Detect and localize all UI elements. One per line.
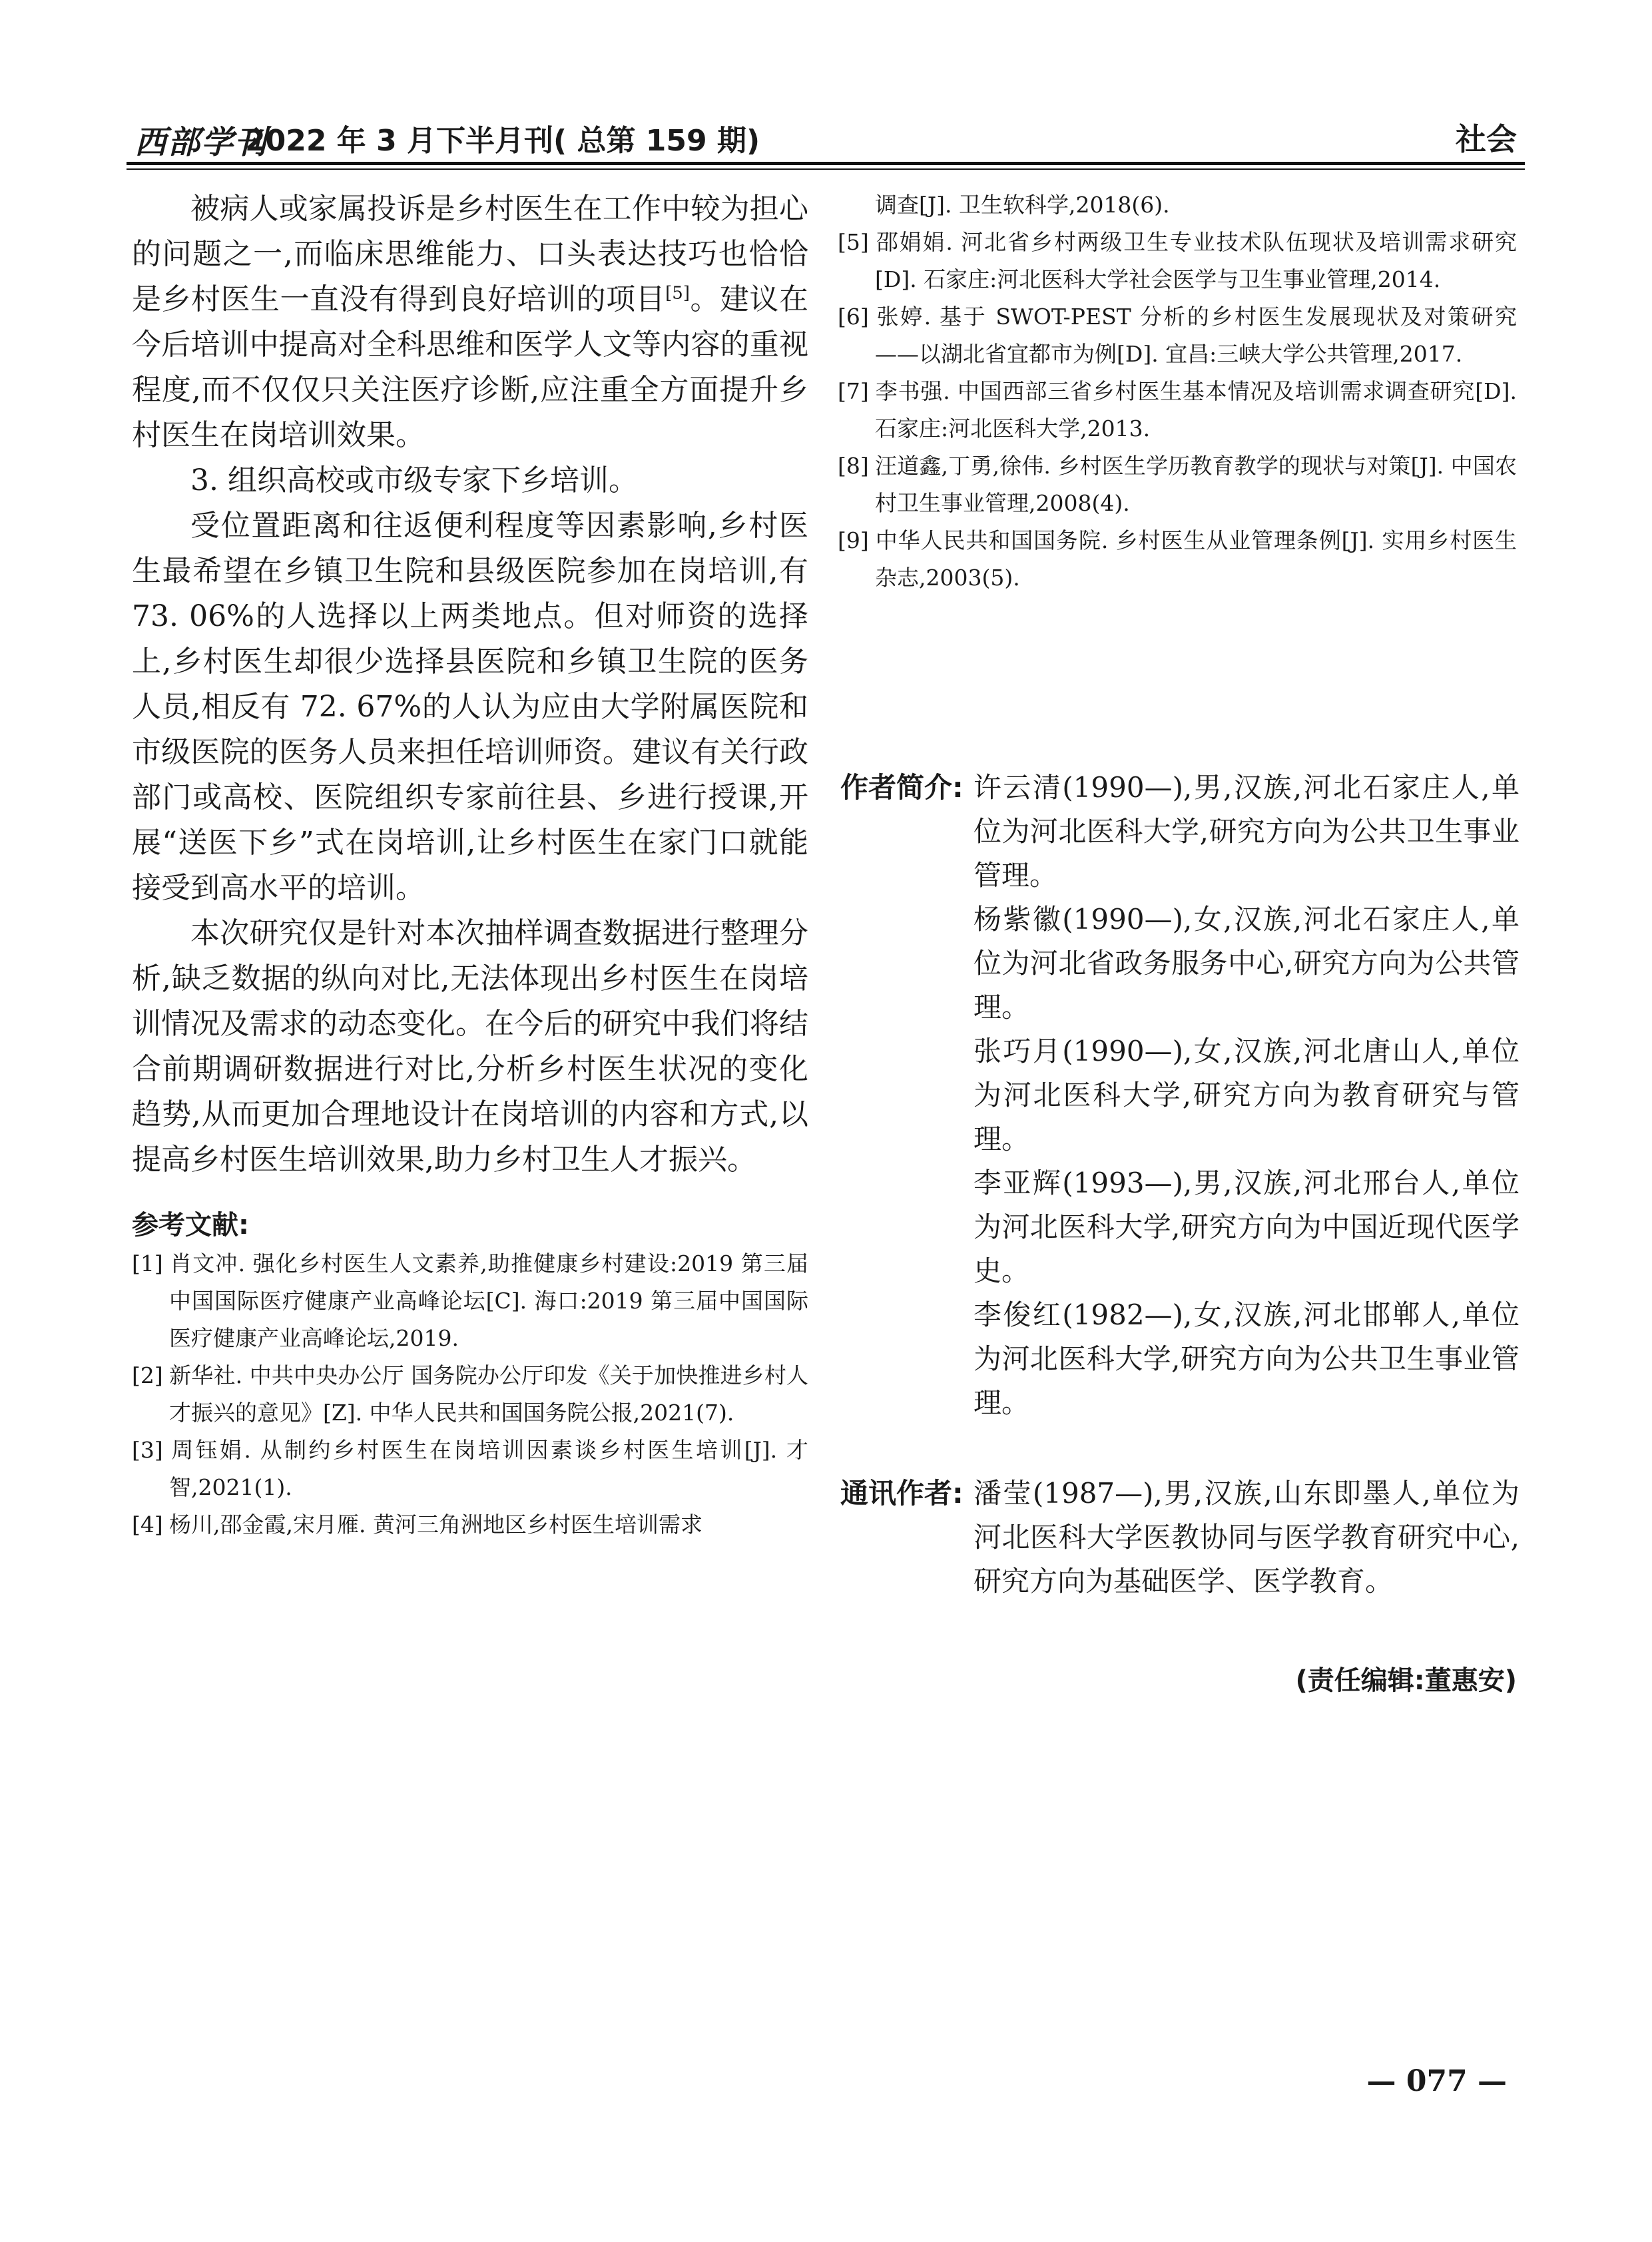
- section-name: 社会: [1456, 121, 1517, 157]
- reference-item: [1] 肖文冲. 强化乡村医生人文素养,助推健康乡村建设:2019 第三届中国国际医疗健康产业高峰论坛[C]. 海口:2019 第三届中国国际医疗健康产业高峰论坛,2019.: [132, 1251, 808, 1351]
- reference-item: [5] 邵娟娟. 河北省乡村两级卫生专业技术队伍现状及培训需求研究[D]. 石家庄:河北医科大学社会医学与卫生事业管理,2014.: [838, 229, 1517, 292]
- author-bios: [840, 766, 1519, 1425]
- body-paragraph: 受位置距离和往返便利程度等因素影响,乡村医生最希望在乡镇卫生院和县级医院参加在岗培训,有 73. 06%的人选择以上两类地点。但对师资的选择上,乡村医生却很少选择县医院和乡镇卫生院的医务人员,相反有 72. 67%的人认为应由大学附属医院和市级医院的医务人员来担任培训师资。建议有关行政部门或高校、医院组织专家前往县、乡进行授课,开展“送医下乡”式在岗培训,让乡村医生在家门口就能接受到高水平的培训。: [132, 509, 808, 905]
- reference-item: [4] 杨川,邵金霞,宋月雁. 黄河三角洲地区乡村医生培训需求: [132, 1512, 702, 1538]
- authors-label: 作者简介:: [840, 771, 964, 804]
- reference-item: [9] 中华人民共和国国务院. 乡村医生从业管理条例[J]. 实用乡村医生杂志,2003(5).: [838, 527, 1517, 591]
- references-heading: 参考文献:: [132, 1210, 249, 1241]
- author-bio: 张巧月(1990—),女,汉族,河北唐山人,单位为河北医科大学,研究方向为教育研究与管理。: [973, 1035, 1519, 1155]
- reference-item: [8] 汪道鑫,丁勇,徐伟. 乡村医生学历教育教学的现状与对策[J]. 中国农村卫生事业管理,2008(4).: [838, 453, 1517, 516]
- header-rule-thin: [127, 168, 1525, 170]
- page-number: — 077 —: [1366, 2064, 1507, 2098]
- issue-info: 2022 年 3 月下半月刊( 总第 159 期): [245, 124, 760, 158]
- author-bio: 杨紫徽(1990—),女,汉族,河北石家庄人,单位为河北省政务服务中心,研究方向为公共管理。: [973, 903, 1519, 1023]
- reference-continuation: 调查[J]. 卫生软科学,2018(6).: [875, 192, 1170, 218]
- reference-item: [7] 李书强. 中国西部三省乡村医生基本情况及培训需求调查研究[D]. 石家庄:河北医科大学,2013.: [838, 378, 1517, 441]
- responsible-editor: (责任编辑:董惠安): [1295, 1665, 1517, 1696]
- header-rule: [127, 162, 1525, 165]
- corresponding-label: 通讯作者:: [840, 1477, 964, 1510]
- subheading: 3. 组织高校或市级专家下乡培训。: [190, 463, 638, 497]
- left-column: [132, 186, 808, 1543]
- right-column: [838, 186, 1517, 597]
- author-bio: 李俊红(1982—),女,汉族,河北邯郸人,单位为河北医科大学,研究方向为公共卫生事业管理。: [973, 1298, 1519, 1419]
- citation-mark: [5]: [665, 283, 690, 304]
- reference-item: [2] 新华社. 中共中央办公厅 国务院办公厅印发《关于加快推进乡村人才振兴的意见》[Z]. 中华人民共和国国务院公报,2021(7).: [132, 1362, 808, 1426]
- author-bio: 许云清(1990—),男,汉族,河北石家庄人,单位为河北医科大学,研究方向为公共卫生事业管理。: [973, 771, 1519, 892]
- corresponding-bio: 潘莹(1987—),男,汉族,山东即墨人,单位为河北医科大学医教协同与医学教育研究中心,研究方向为基础医学、医学教育。: [973, 1477, 1519, 1597]
- corresponding-author: [840, 1472, 1519, 1603]
- author-bio: 李亚辉(1993—),男,汉族,河北邢台人,单位为河北医科大学,研究方向为中国近现代医学史。: [973, 1167, 1519, 1287]
- reference-item: [3] 周钰娟. 从制约乡村医生在岗培训因素谈乡村医生培训[J]. 才智,2021(1).: [132, 1437, 808, 1500]
- page-header: [127, 110, 1525, 170]
- body-paragraph: 被病人或家属投诉是乡村医生在工作中较为担心的问题之一,而临床思维能力、口头表达技巧也恰恰是乡村医生一直没有得到良好培训的项目[5]。建议在今后培训中提高对全科思维和医学人文等内容的重视程度,而不仅仅只关注医疗诊断,应注重全方面提升乡村医生在岗培训效果。: [132, 192, 809, 452]
- reference-item: [6] 张婷. 基于 SWOT-PEST 分析的乡村医生发展现状及对策研究——以湖北省宜都市为例[D]. 宜昌:三峡大学公共管理,2017.: [838, 304, 1517, 367]
- body-paragraph: 本次研究仅是针对本次抽样调查数据进行整理分析,缺乏数据的纵向对比,无法体现出乡村医生在岗培训情况及需求的动态变化。在今后的研究中我们将结合前期调研数据进行对比,分析乡村医生状况的变化趋势,从而更加合理地设计在岗培训的内容和方式,以提高乡村医生培训效果,助力乡村卫生人才振兴。: [132, 916, 808, 1177]
- journal-logo: 西部学刊: [135, 124, 268, 161]
